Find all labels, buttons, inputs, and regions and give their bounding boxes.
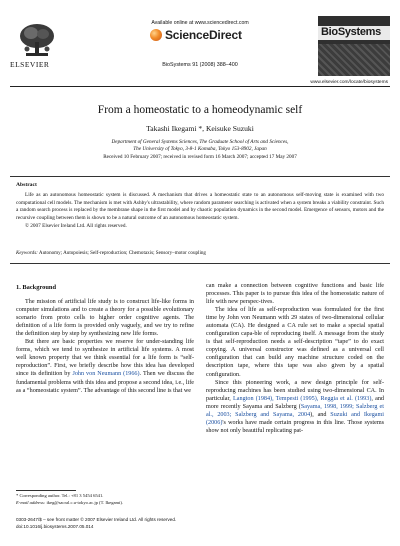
journal-cover-pattern — [318, 44, 390, 76]
journal-citation: BioSystems 91 (2008) 388–400 — [162, 62, 238, 68]
abstract-heading: Abstract — [16, 182, 37, 188]
available-online-note: Available online at www.sciencedirect.com — [151, 20, 249, 26]
journal-cover-image — [318, 16, 390, 76]
left-p2-text-b: . Then we discuss the fundamental problems with this idea and propose a second idea, i.e., life as a “homeostatic system”. The advantage of this second line is that we — [16, 371, 194, 394]
right-p2-text-c: ), and — [310, 411, 331, 418]
article-history: Received 10 February 2007; received in revised form 16 March 2007; accepted 17 May 2007 — [103, 154, 297, 160]
right-paragraph-0: can make a connection between cognitive functions and basic life processes. This paper is to pursue this idea of the homeostatic nature of life with new perspec-tives. — [206, 283, 384, 306]
left-p2-text-a: But there are basic properties we reserve for under-standing life forms, which we tend to synthesize in artificial life systems. A most well known property that we think essential for a life form is “self-reproduction”. First, we briefly describe how this idea has developed since its definition by — [16, 339, 194, 378]
journal-cover-title: BioSystems — [321, 26, 381, 38]
publisher-name: ELSEVIER — [10, 60, 50, 69]
right-column — [206, 282, 384, 435]
citation-link-langton[interactable]: Langton (1984), Tempesti (1995), Reggia et al. (1993) — [233, 395, 372, 402]
affiliation-line-1: Department of General Systems Sciences, The Graduate School of Arts and Sciences, — [111, 139, 289, 145]
keywords — [16, 250, 384, 256]
right-p2-text-b: , and more recently Sayama and Salzberg ( — [206, 395, 385, 410]
citation-link-suzuki[interactable]: Suzuki and Ikegami (2006) — [206, 411, 384, 426]
email-line — [16, 500, 196, 507]
affiliation-line-2: The University of Tokyo, 3-8-1 Komaba, Tokyo 153-8902, Japan — [133, 146, 267, 152]
left-paragraph-2 — [16, 338, 194, 394]
right-p2-text-a: Since this pioneering work, a new design principle for self-reproducing machines has been studied using two-dimensional CA. In particular, — [206, 379, 384, 402]
email-address-link[interactable]: ikeg@sacral.c.u-tokyo.ac.jp (T. Ikegami). — [46, 499, 124, 505]
abstract-copyright: © 2007 Elsevier Ireland Ltd. All rights reserved. — [25, 222, 127, 229]
keywords-label: Keywords: — [16, 250, 38, 256]
corresponding-author-note: * Corresponding author. Tel.: +81 3 5454 6541. — [16, 493, 104, 498]
article-title: From a homeostatic to a homeodynamic self — [97, 104, 303, 116]
doi-link[interactable]: doi:10.1016/j.biosystems.2007.05.014 — [16, 523, 94, 529]
right-p2-text-d: 's works have made certain progress in this line. Those systems show not only beautiful replicating pat- — [206, 419, 384, 434]
front-matter-footer — [16, 517, 376, 530]
article-authors: Takashi Ikegami *, Keisuke Suzuki — [146, 124, 254, 133]
section-heading: 1. Background — [16, 284, 57, 291]
abstract-top-rule — [10, 176, 390, 177]
footnote — [16, 493, 196, 506]
keywords-list: Autonomy; Autopoiesis; Self-reproduction; Chemotaxis; Sensory–motor coupling — [38, 250, 206, 256]
right-paragraph-2 — [206, 379, 384, 435]
issn-line: 0303-2647/$ – see front matter © 2007 Elsevier Ireland Ltd. All rights reserved. — [16, 517, 177, 522]
citation-link-von-neumann[interactable]: John von Neumann (1966) — [72, 371, 140, 378]
sciencedirect-logo — [150, 27, 242, 43]
journal-url-link[interactable]: www.elsevier.com/locate/biosystems — [310, 80, 388, 85]
elsevier-tree-logo-icon — [16, 22, 58, 58]
citation-link-sayama[interactable]: Sayama, 1998, 1999; Salzberg et al., 2003; Salzberg and Sayama, 2004 — [206, 403, 384, 418]
sciencedirect-mark-icon — [150, 29, 162, 41]
header-divider — [10, 86, 390, 87]
left-column — [16, 284, 194, 395]
email-label: E-mail address: — [16, 499, 46, 505]
sciencedirect-wordmark: ScienceDirect — [165, 28, 242, 42]
right-paragraph-1: The idea of life as self-reproduction was formulated for the first time by John von Neumann with 29 states of two-dimensional cellular automata (CA). He designed a CA rule set to make a special spatial configuration capa-ble of reproducing itself. A message from the study is that self-reproduction needs a self-description “tape” to do exact copying. A universal constructor was defined as a universal cell configuration that can build any machine structure coded on the description tape, where this tape was also given by a spatial configuration. — [206, 307, 384, 378]
author-affiliation — [60, 139, 340, 153]
left-paragraph-1: The mission of artificial life study is to construct life-like forms in computer simulations and to create a theory for a possible evolutionary scenario from proto cells to higher order cognitive agents. The definition of a life form is provided only vaguely, and we try to refine the definition step by step by synthesizing new life forms. — [16, 299, 194, 338]
abstract-paragraph: Life as an autonomous homeostatic system is discussed. A mechanism that drives a homeostatic state to an autonomous self-moving state is examined with two computational cell models. The mechanism is met with Ashby's ultrastability, where random parameter searching is activated when a system breaks a viability constraint. Such a random search process is replaced by the membrane shape in the first model and by chaotic population dynamics in the second model. Emergence of sensors, motors and the recursive coupling between them is shown to be a natural outcome of an autonomous homeostatic system. — [16, 192, 384, 222]
abstract-body — [16, 192, 384, 231]
footnote-rule — [16, 490, 76, 491]
abstract-bottom-rule — [10, 263, 390, 264]
